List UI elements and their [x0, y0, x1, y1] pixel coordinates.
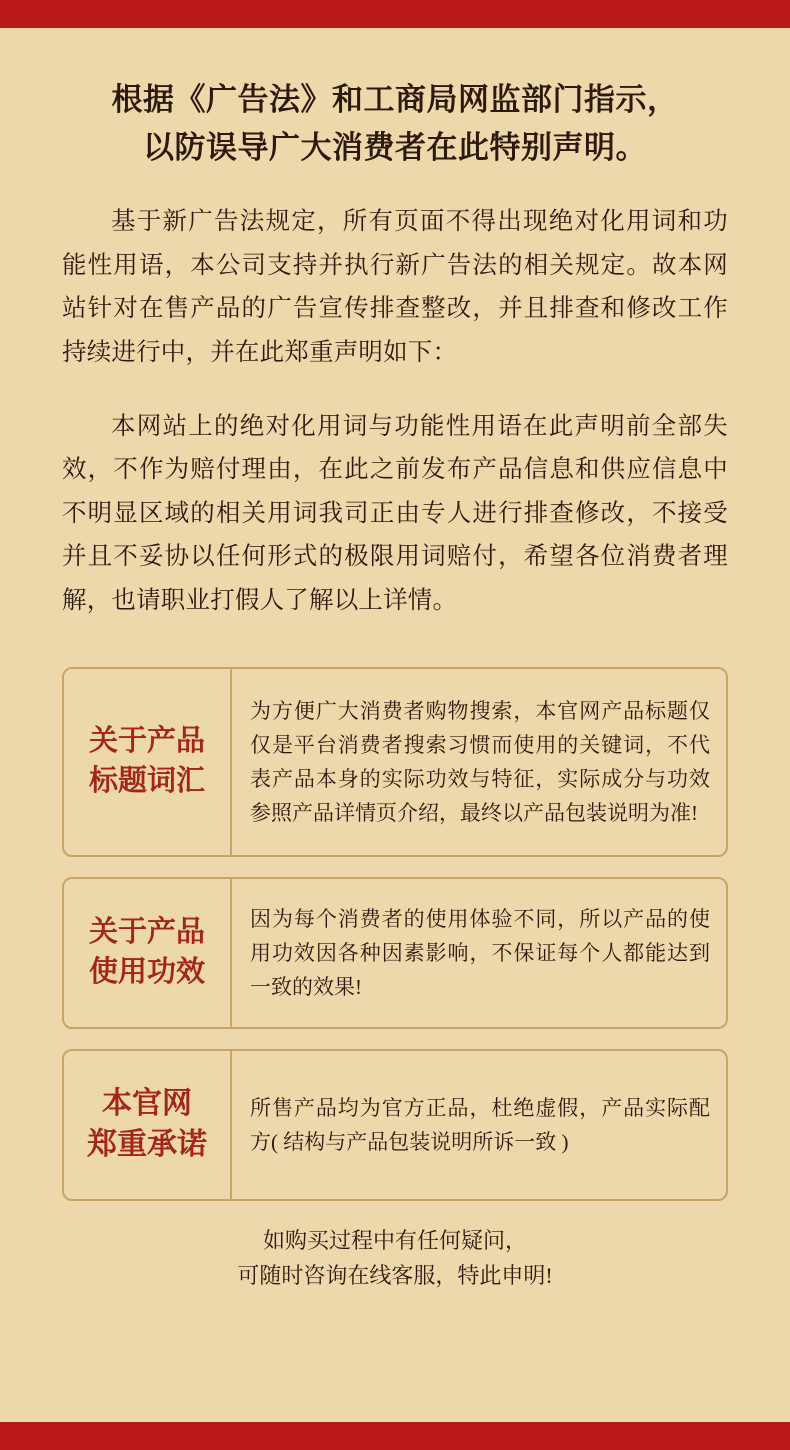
- card-body-text: 为方便广大消费者购物搜索，本官网产品标题仅仅是平台消费者搜索习惯而使用的关键词，不代表产品本身的实际功效与特征，实际成分与功效参照产品详情页介绍，最终以产品包装说明为准!: [250, 698, 710, 825]
- footer-note: [62, 1223, 728, 1294]
- card-product-efficacy: [62, 877, 728, 1029]
- page-title-line2: 以防误导广大消费者在此特别声明。: [143, 130, 647, 166]
- card-label: [64, 879, 232, 1027]
- statement-paragraph-1: 基于新广告法规定，所有页面不得出现绝对化用词和功能性用语，本公司支持并执行新广告法的相关规定。故本网站针对在售产品的广告宣传排查整改，并且排查和修改工作持续进行中，并在此郑重声明如下：: [62, 208, 728, 366]
- card-label-line2: 郑重承诺: [87, 1127, 207, 1161]
- card-label-line1: 关于产品: [88, 725, 205, 758]
- page-title: [62, 28, 728, 172]
- bottom-decor-band: [0, 1422, 790, 1450]
- top-decor-band: [0, 0, 790, 28]
- card-label-line2: 使用功效: [88, 955, 205, 988]
- card-body-text: 所售产品均为官方正品，杜绝虚假，产品实际配方( 结构与产品包装说明所诉一致 ): [250, 1095, 710, 1154]
- card-product-title-terms: [62, 667, 728, 857]
- card-body-text: 因为每个消费者的使用体验不同，所以产品的使用功效因各种因素影响，不保证每个人都能达到一致的效果!: [250, 906, 710, 999]
- card-label-line1: 本官网: [102, 1087, 192, 1121]
- statement-cards: [62, 667, 728, 1201]
- card-label: [64, 1051, 232, 1199]
- card-official-promise: [62, 1049, 728, 1201]
- statement-paragraph-2: 本网站上的绝对化用词与功能性用语在此声明前全部失效，不作为赔付理由，在此之前发布产品信息和供应信息中不明显区域的相关用词我司正由专人进行排查修改，不接受并且不妥协以任何形式的极限用词赔付，希望各位消费者理解，也请职业打假人了解以上详情。: [62, 412, 728, 614]
- card-label: [64, 669, 232, 855]
- page-title-line1: 根据《广告法》和工商局网监部门指示，: [111, 82, 679, 117]
- card-label-line1: 关于产品: [88, 916, 205, 949]
- card-label-line2: 标题词汇: [88, 764, 205, 797]
- footer-line2: 可随时咨询在线客服，特此申明!: [237, 1263, 553, 1289]
- footer-line1: 如购买过程中有任何疑问，: [262, 1227, 527, 1253]
- content-panel: [0, 28, 790, 1422]
